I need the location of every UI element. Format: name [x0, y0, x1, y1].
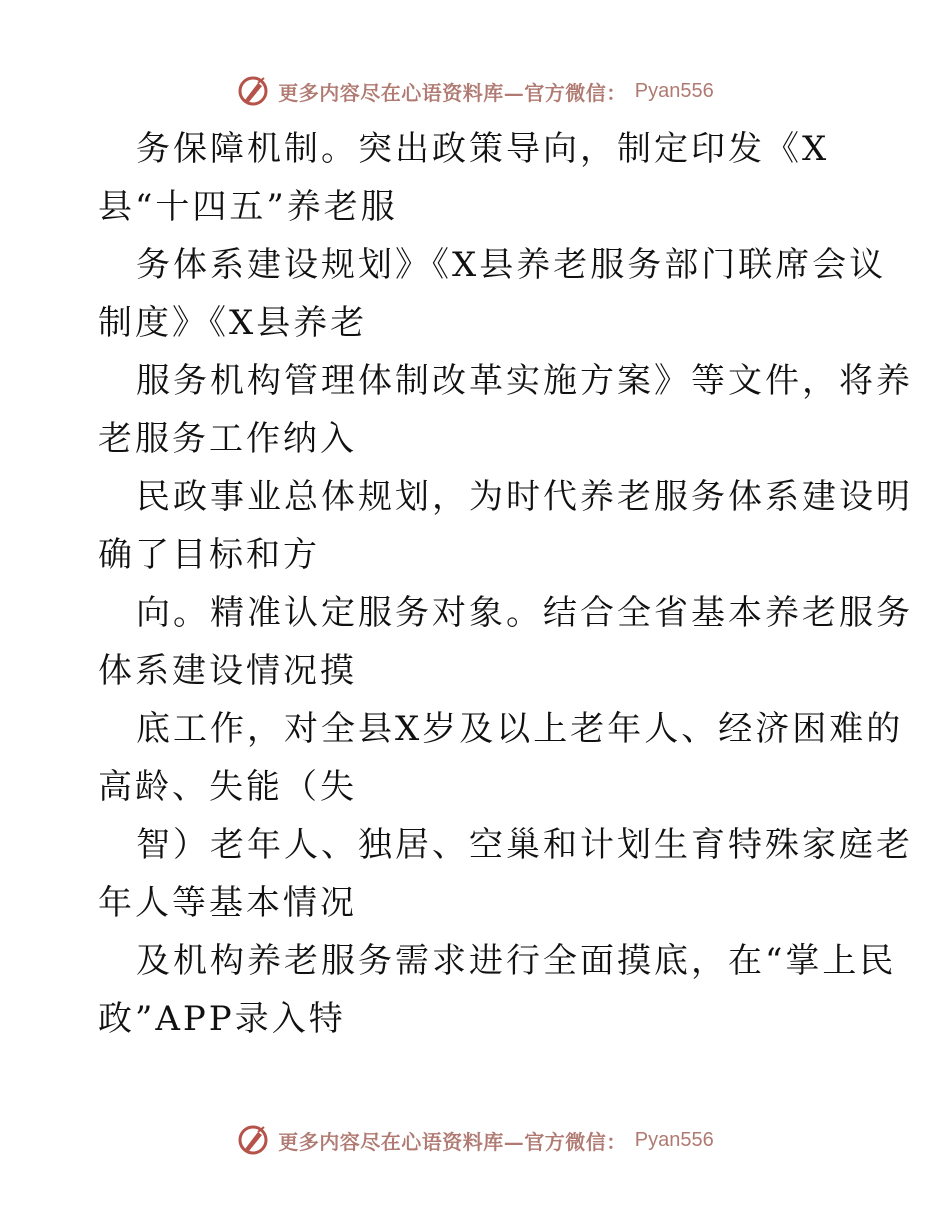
- footer-watermark-text: 更多内容尽在心语资料库—官方微信：: [278, 1129, 627, 1154]
- body-line: 县“十四五”养老服: [98, 187, 398, 227]
- body-line: 确了目标和方: [98, 535, 320, 575]
- body-line: 向。精准认定服务对象。结合全省基本养老服务: [136, 593, 913, 633]
- body-line: 底工作，对全县X岁及以上老年人、经济困难的: [136, 709, 904, 749]
- body-line: 服务机构管理体制改革实施方案》等文件，将养: [136, 361, 913, 401]
- body-line: 务保障机制。突出政策导向，制定印发《X: [136, 129, 830, 169]
- body-line: 老服务工作纳入: [98, 419, 357, 459]
- quill-pen-circle-icon: [236, 74, 270, 108]
- body-line: 制度》《X县养老: [98, 303, 368, 343]
- body-line: 高龄、失能（失: [98, 767, 357, 807]
- body-line: 政”APP录入特: [98, 999, 346, 1039]
- quill-pen-circle-icon: [236, 1123, 270, 1157]
- document-body: [98, 120, 913, 1048]
- body-line: 年人等基本情况: [98, 883, 357, 923]
- body-line: 体系建设情况摸: [98, 651, 357, 691]
- footer-watermark: [0, 1120, 950, 1160]
- header-watermark-text: 更多内容尽在心语资料库—官方微信：: [278, 80, 627, 105]
- header-watermark-id: Pyan556: [634, 79, 714, 102]
- header-watermark: [0, 71, 950, 111]
- body-line: 务体系建设规划》《X县养老服务部门联席会议: [136, 245, 887, 285]
- body-line: 智）老年人、独居、空巢和计划生育特殊家庭老: [136, 825, 913, 865]
- footer-watermark-id: Pyan556: [634, 1128, 714, 1151]
- body-line: 及机构养老服务需求进行全面摸底，在“掌上民: [136, 941, 897, 981]
- body-line: 民政事业总体规划，为时代养老服务体系建设明: [136, 477, 913, 517]
